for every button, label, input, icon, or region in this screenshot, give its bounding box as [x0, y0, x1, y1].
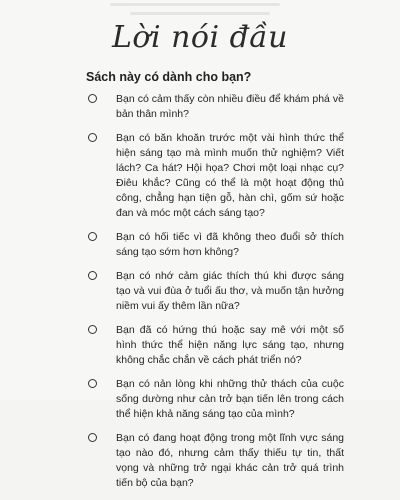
list-item-text: Bạn có nản lòng khi những thử thách của cuộc sống dường như cản trở bạn tiến lên trong cách thể hiện khả năng sáng tạo của mình?	[116, 378, 344, 420]
list-item	[86, 230, 344, 260]
question-list	[86, 92, 344, 500]
list-item	[86, 92, 344, 122]
bleed-line	[110, 3, 280, 6]
list-item	[86, 431, 344, 491]
circle-bullet-icon	[88, 325, 97, 334]
list-item-text: Bạn có băn khoăn trước một vài hình thức thể hiện sáng tạo mà mình muốn thử nghiệm? Viết lách? Ca hát? Hội họa? Chơi một loại nhạc cụ? Điêu khắc? Cũng có thể là một hoạt động thủ công, chẳng hạn tiện gỗ, hàn chì, gốm sứ hoặc đan và móc một cách sáng tạo?	[116, 132, 344, 219]
list-item	[86, 269, 344, 314]
list-item-text: Bạn có hối tiếc vì đã không theo đuổi sở thích sáng tạo sớm hơn không?	[116, 231, 344, 258]
show-through-text	[0, 0, 400, 22]
list-item	[86, 377, 344, 422]
circle-bullet-icon	[88, 133, 97, 142]
bleed-line	[130, 12, 270, 15]
page-title: Lời nói đầu	[111, 20, 289, 55]
section-heading: Sách này có dành cho bạn?	[86, 70, 252, 84]
list-item-text: Bạn có đang hoạt động trong một lĩnh vực sáng tạo nào đó, nhưng cảm thấy thiếu tự tin, thất vọng và những trở ngại khác cản trở quá trình tiến bộ của bạn?	[116, 432, 344, 489]
list-item	[86, 131, 344, 221]
list-item	[86, 323, 344, 368]
circle-bullet-icon	[88, 433, 97, 442]
list-item-text: Bạn đã có hứng thú hoặc say mê với một số hình thức thể hiện năng lực sáng tạo, nhưng không chắc chắn về cách phát triển nó?	[116, 324, 344, 366]
circle-bullet-icon	[88, 232, 97, 241]
circle-bullet-icon	[88, 94, 97, 103]
circle-bullet-icon	[88, 271, 97, 280]
list-item-text: Bạn có cảm thấy còn nhiều điều để khám phá về bản thân mình?	[116, 93, 344, 120]
list-item-text: Bạn có nhớ cảm giác thích thú khi được sáng tạo và vui đùa ở tuổi ấu thơ, và muốn tận hưởng niềm vui ấy thêm lần nữa?	[116, 270, 344, 312]
circle-bullet-icon	[88, 379, 97, 388]
